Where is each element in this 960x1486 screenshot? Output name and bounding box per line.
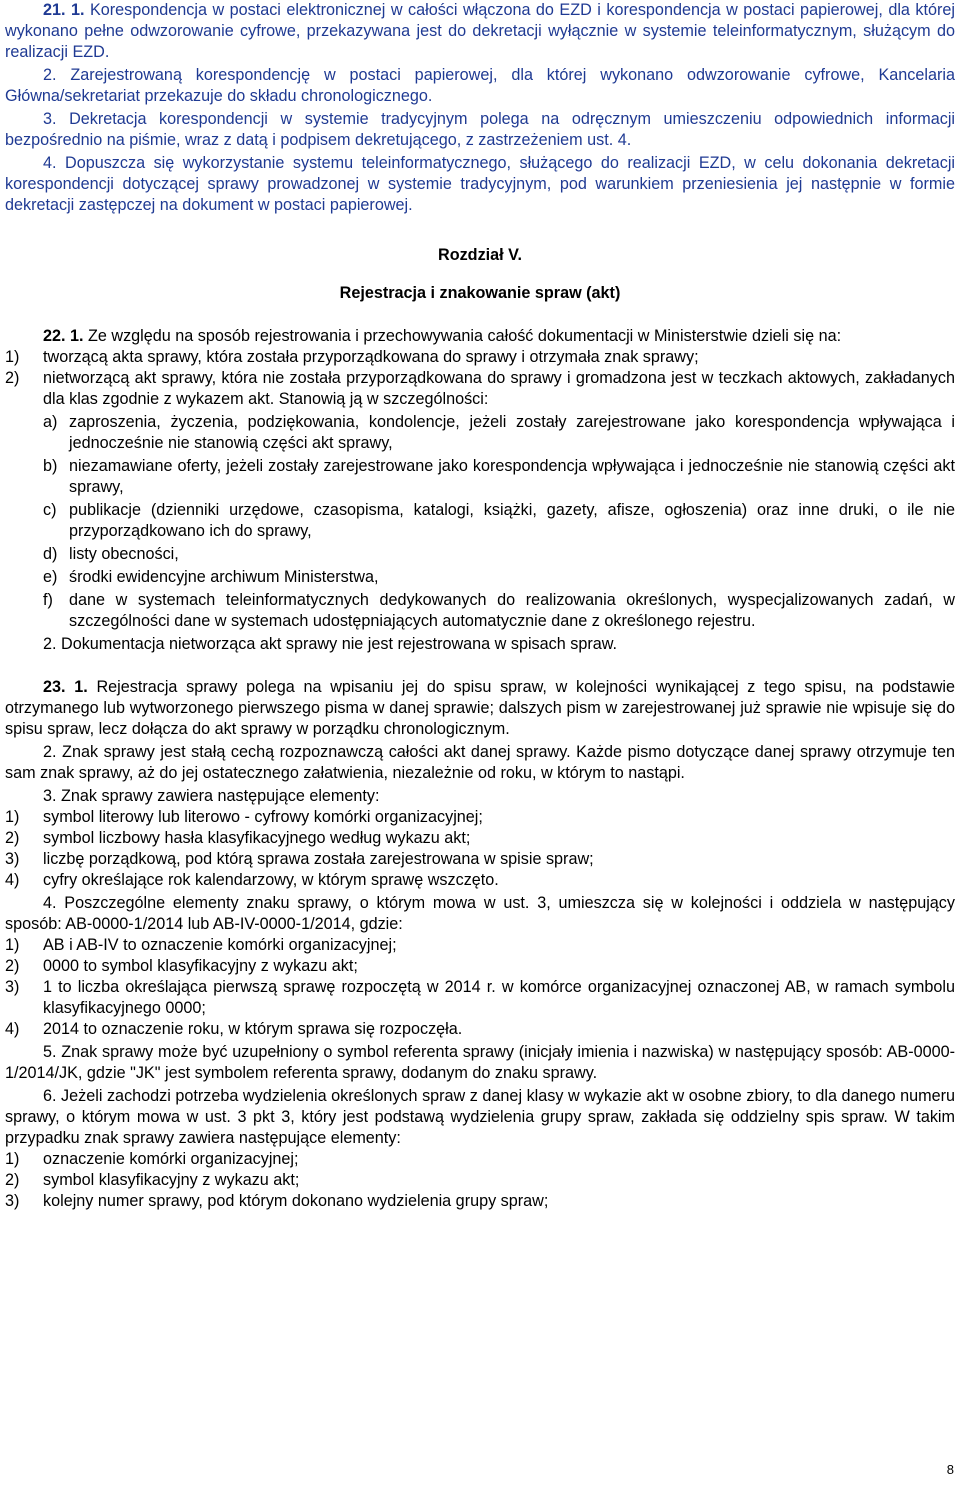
list-marker: 2) xyxy=(5,1171,20,1189)
list-item xyxy=(5,977,955,1019)
list-text: 2014 to oznaczenie roku, w którym sprawa się rozpoczęła. xyxy=(43,1020,463,1038)
list-text: 0000 to symbol klasyfikacyjny z wykazu akt; xyxy=(43,957,358,975)
list-text: symbol klasyfikacyjny z wykazu akt; xyxy=(43,1171,300,1189)
list-text: AB i AB-IV to oznaczenie komórki organizacyjnej; xyxy=(43,936,397,954)
chapter-subtitle: Rejestracja i znakowanie spraw (akt) xyxy=(339,284,621,302)
list-text: dane w systemach teleinformatycznych dedykowanych do realizowania określonych, wyspecjalizowanych zadań, w szczególności dane w systemach udostępniających automatycznie dane z określonego rejestru. xyxy=(69,591,955,630)
list-marker: 4) xyxy=(5,871,20,889)
list-marker: 2) xyxy=(5,369,20,387)
paragraph-text: Ze względu na sposób rejestrowania i przechowywania całość dokumentacji w Ministerstwie dzieli się na: xyxy=(88,327,842,345)
paragraph-21-2 xyxy=(5,65,955,107)
list-marker: c) xyxy=(43,501,57,519)
list-item xyxy=(5,828,955,849)
paragraph-23-2: 2. Znak sprawy jest stałą cechą rozpoznawczą całości akt danej sprawy. Każde pismo dotyczące danej sprawy otrzymuje ten sam znak sprawy, aż do jej ostatecznego załatwienia, niezależnie od roku, w którym to nastąpi. xyxy=(5,743,955,782)
list-item xyxy=(5,1019,955,1040)
sub-list-item xyxy=(5,500,955,542)
section-number: 22. 1. xyxy=(43,327,88,345)
list-text: kolejny numer sprawy, pod którym dokonano wydzielenia grupy spraw; xyxy=(43,1192,549,1210)
paragraph-text: Korespondencja w postaci elektronicznej w całości włączona do EZD i korespondencja w postaci papierowej, dla której wykonano pełne odwzorowanie cyfrowe, przekazywana jest do dekretacji wyłącznie w systemie teleinformatycznym, służącym do realizacji EZD. xyxy=(5,1,955,61)
list-item xyxy=(5,1170,955,1191)
list-marker: 1) xyxy=(5,1150,20,1168)
sub-list-item xyxy=(5,590,955,632)
list-text: tworzącą akta sprawy, która została przyporządkowana do sprawy i otrzymała znak sprawy; xyxy=(43,348,699,366)
paragraph-number: 4. xyxy=(43,154,65,172)
paragraph-21-1 xyxy=(5,0,955,63)
list-text: symbol liczbowy hasła klasyfikacyjnego według wykazu akt; xyxy=(43,829,471,847)
list-marker: 2) xyxy=(5,829,20,847)
list-item xyxy=(5,807,955,828)
paragraph-23-4: 4. Poszczególne elementy znaku sprawy, o którym mowa w ust. 3, umieszcza się w kolejności i oddziela w następujący sposób: AB-0000-1/2014 lub AB-IV-0000-1/2014, gdzie: xyxy=(5,894,955,933)
list-marker: d) xyxy=(43,545,58,563)
list-marker: 1) xyxy=(5,808,20,826)
paragraph-text: Dekretacja korespondencji w systemie tradycyjnym polega na odręcznym umieszczeniu odpowiednich informacji bezpośrednio na piśmie, wraz z datą i podpisem dekretującego, z zastrzeżeniem ust. 4. xyxy=(5,110,956,149)
list-text: liczbę porządkową, pod którą sprawa została zarejestrowana w spisie spraw; xyxy=(43,850,594,868)
list-marker: 3) xyxy=(5,978,20,996)
paragraph-23-5: 5. Znak sprawy może być uzupełniony o symbol referenta sprawy (inicjały imienia i nazwiska) w następujący sposób: AB-0000-1/2014/JK, gdzie "JK" jest symbolem referenta sprawy, dodanym do znaku sprawy. xyxy=(5,1043,955,1082)
list-marker: 3) xyxy=(5,1192,20,1210)
list-text: publikacje (dzienniki urzędowe, czasopisma, katalogi, książki, gazety, afisze, ogłoszenia) oraz inne druki, o ile nie przyporządkowano ich do sprawy, xyxy=(69,501,955,540)
list-text: listy obecności, xyxy=(69,545,179,563)
list-text: symbol literowy lub literowo - cyfrowy komórki organizacyjnej; xyxy=(43,808,483,826)
paragraph-number: 3. xyxy=(43,110,70,128)
chapter-title: Rozdział V. xyxy=(438,246,522,264)
list-text: nietworzącą akt sprawy, która nie została przyporządkowana do sprawy i gromadzona jest w teczkach aktowych, zakładanych dla klas zgodnie z wykazem akt. Stanowią ją w szczególności: xyxy=(43,369,955,408)
sub-list-item xyxy=(5,456,955,498)
paragraph-22-2: 2. Dokumentacja nietworząca akt sprawy nie jest rejestrowana w spisach spraw. xyxy=(43,635,618,653)
list-marker: b) xyxy=(43,457,58,475)
section-number: 21. 1. xyxy=(43,1,90,19)
list-marker: 3) xyxy=(5,850,20,868)
list-text: środki ewidencyjne archiwum Ministerstwa, xyxy=(69,568,379,586)
paragraph-text: Rejestracja sprawy polega na wpisaniu jej do spisu spraw, w kolejności wynikającej z tego spisu, na podstawie otrzymanego lub wytworzonego pierwszego pisma w danej sprawie; dalszych pism w zarejestrowanej już sprawie nie wpisuje się do spisu spraw, lecz dołącza do akt sprawy w porządku chronologicznym. xyxy=(5,678,955,738)
list-marker: e) xyxy=(43,568,58,586)
list-marker: 2) xyxy=(5,957,20,975)
paragraph-23-3: 3. Znak sprawy zawiera następujące elementy: xyxy=(43,787,380,805)
list-marker: a) xyxy=(43,413,58,431)
list-item xyxy=(5,347,955,368)
list-text: 1 to liczba określająca pierwszą sprawę rozpoczętą w 2014 r. w komórce organizacyjnej oznaczonej AB, w ramach symbolu klasyfikacyjnego 0000; xyxy=(43,978,955,1017)
sub-list-item xyxy=(5,412,955,454)
list-item xyxy=(5,368,955,410)
list-text: oznaczenie komórki organizacyjnej; xyxy=(43,1150,299,1168)
list-text: cyfry określające rok kalendarzowy, w którym sprawę wszczęto. xyxy=(43,871,499,889)
list-item xyxy=(5,849,955,870)
sub-list-item xyxy=(5,544,955,565)
paragraph-21-4 xyxy=(5,153,955,216)
section-number: 23. 1. xyxy=(43,678,97,696)
list-text: zaproszenia, życzenia, podziękowania, kondolencje, jeżeli zostały zarejestrowane jako korespondencja wpływająca i jednocześnie nie stanowią części akt sprawy, xyxy=(69,413,955,452)
paragraph-21-3 xyxy=(5,109,955,151)
paragraph-23-1 xyxy=(5,677,955,740)
paragraph-text: Dopuszcza się wykorzystanie systemu teleinformatycznego, służącego do realizacji EZD, w celu dokonania dekretacji korespondencji dotyczącej sprawy prowadzonej w systemie tradycyjnym, pod warunkiem przeniesienia jej następnie w formie dekretacji zastępczej na dokument w postaci papierowej. xyxy=(5,154,956,214)
paragraph-number: 2. xyxy=(43,66,71,84)
list-text: niezamawiane oferty, jeżeli zostały zarejestrowane jako korespondencja wpływająca i jednocześnie nie stanowią części akt sprawy, xyxy=(69,457,955,496)
document-page xyxy=(5,0,955,1212)
list-item xyxy=(5,935,955,956)
sub-list-item xyxy=(5,567,955,588)
list-marker: 4) xyxy=(5,1020,20,1038)
list-item xyxy=(5,870,955,891)
list-item xyxy=(5,1191,955,1212)
list-marker: f) xyxy=(43,591,53,609)
list-item xyxy=(5,1149,955,1170)
paragraph-23-6: 6. Jeżeli zachodzi potrzeba wydzielenia określonych spraw z danej klasy w wykazie akt w osobne zbiory, to dla danego numeru sprawy, o którym mowa w ust. 3 pkt 3, który jest podstawą wydzielenia grupy spraw, zakłada się oddzielny spis spraw. W takim przypadku znak sprawy zawiera następujące elementy: xyxy=(5,1087,955,1147)
paragraph-text: Zarejestrowaną korespondencję w postaci papierowej, dla której wykonano odwzorowanie cyfrowe, Kancelaria Główna/sekretariat przekazuje do składu chronologicznego. xyxy=(5,66,955,105)
list-marker: 1) xyxy=(5,936,20,954)
list-marker: 1) xyxy=(5,348,20,366)
page-number: 8 xyxy=(946,1462,954,1477)
list-item xyxy=(5,956,955,977)
paragraph-22-1 xyxy=(5,326,955,347)
